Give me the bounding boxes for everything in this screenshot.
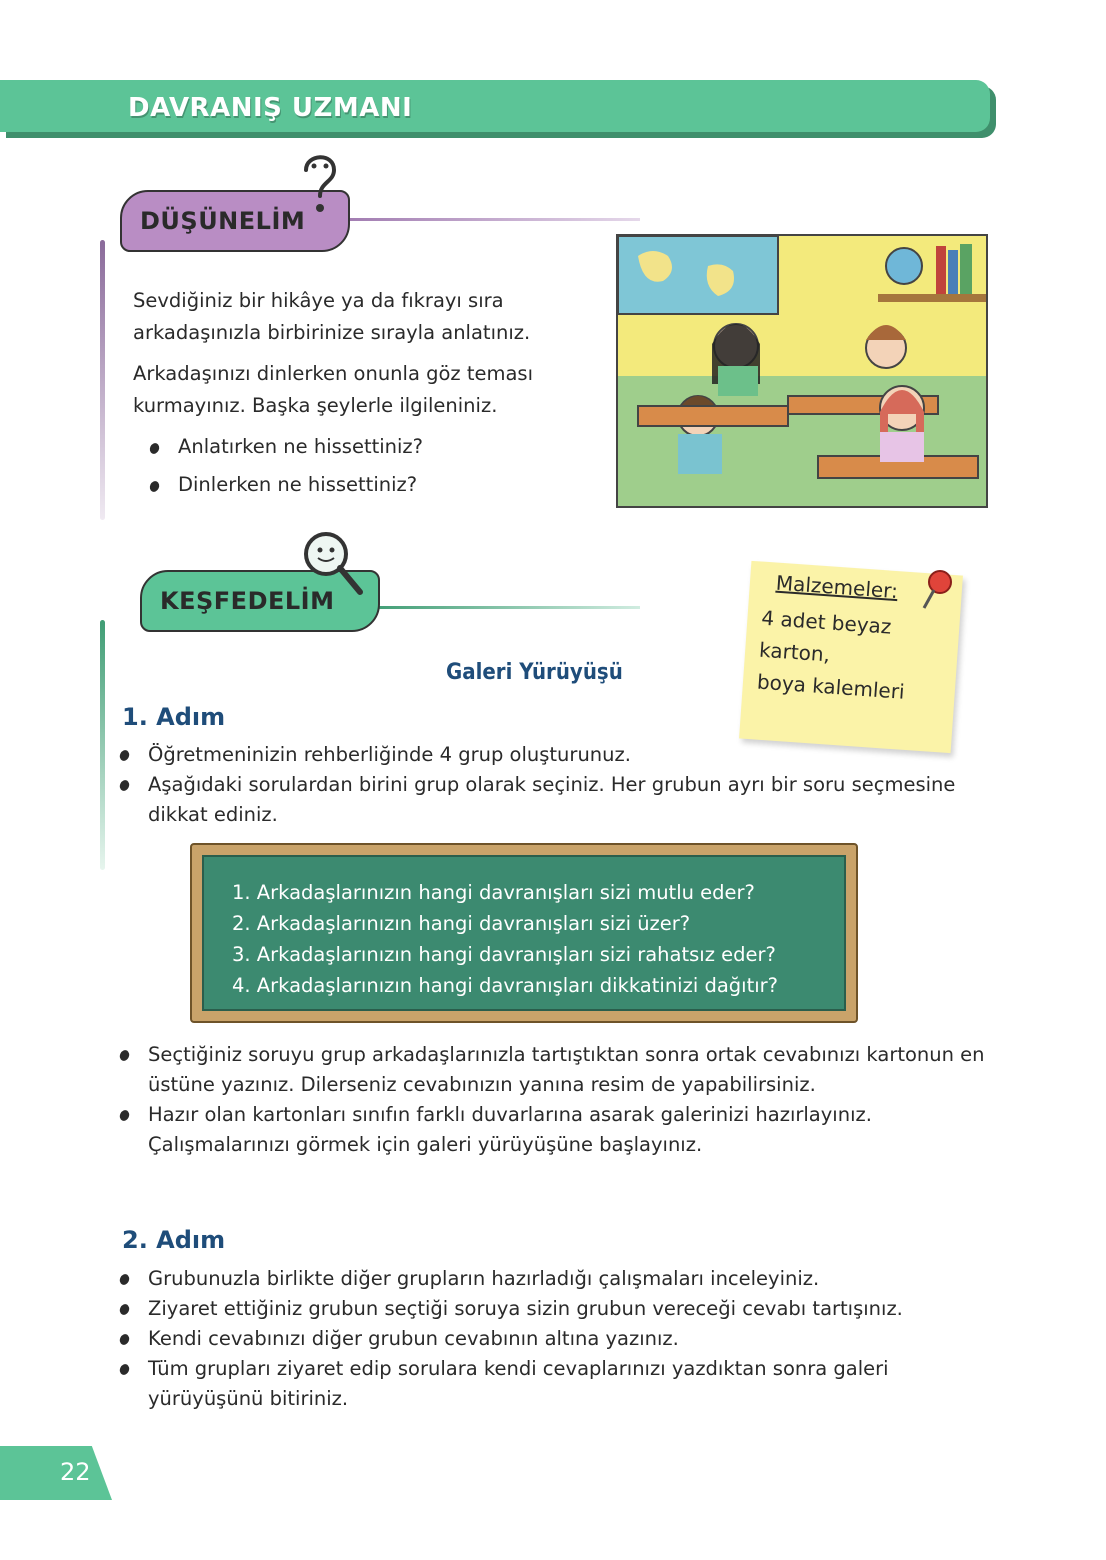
think-badge-label: DÜŞÜNELİM — [140, 207, 306, 235]
step-2-list — [120, 1264, 1005, 1414]
list-item: Tüm grupları ziyaret edip sorulara kendi cevaplarınızı yazdıktan sonra galeri yürüyüşünü bitiriniz. — [120, 1354, 1005, 1414]
section-rule — [370, 606, 640, 609]
page-number: 22 — [60, 1458, 91, 1486]
question-mark-icon — [296, 148, 342, 218]
materials-title: Malzemeler: — [775, 570, 899, 604]
list-item: Hazır olan kartonları sınıfın farklı duvarlarına asarak galerinizi hazırlayınız. Çalışmalarınızı görmek için galeri yürüyüşüne başlayınız. — [120, 1100, 1005, 1160]
list-item: 3. Arkadaşlarınızın hangi davranışları sizi rahatsız eder? — [232, 943, 776, 966]
intro-paragraph-1: Sevdiğiniz bir hikâye ya da fıkrayı sıra arkadaşınızla birbirinize sırayla anlatınız. — [133, 289, 531, 344]
materials-line: 4 adet beyaz — [760, 605, 893, 639]
materials-line: karton, — [758, 637, 831, 667]
intro-paragraph-2: Arkadaşınızı dinlerken onunla göz teması kurmayınız. Başka şeylerle ilgileniniz. — [133, 362, 534, 417]
list-item: Ziyaret ettiğiniz grubun seçtiği soruya sizin grubun vereceği cevabı tartışınız. — [120, 1294, 1005, 1324]
reflection-questions — [150, 428, 610, 504]
explore-badge-label: KEŞFEDELİM — [160, 587, 335, 615]
chalkboard-questions — [232, 877, 778, 1001]
step-2-title: 2. Adım — [122, 1226, 226, 1254]
list-item: Dinlerken ne hissettiniz? — [150, 466, 610, 504]
push-pin-icon — [918, 568, 954, 612]
section-vertical-line — [100, 620, 105, 870]
section-rule — [340, 218, 640, 221]
step-1-title: 1. Adım — [122, 703, 226, 731]
list-item: 4. Arkadaşlarınızın hangi davranışları dikkatinizi dağıtır? — [232, 974, 778, 997]
classroom-illustration — [616, 234, 988, 508]
materials-list — [756, 602, 952, 711]
list-item: 2. Arkadaşlarınızın hangi davranışları sizi üzer? — [232, 912, 691, 935]
list-item: Seçtiğiniz soruyu grup arkadaşlarınızla tartıştıktan sonra ortak cevabınızı kartonun en üstüne yazınız. Dilerseniz cevabınızın yanına resim de yapabilirsiniz. — [120, 1040, 1005, 1100]
activity-title: Galeri Yürüyüşü — [446, 660, 623, 685]
classroom-scene-icon — [618, 236, 986, 506]
list-item: Kendi cevabınızı diğer grubun cevabının altına yazınız. — [120, 1324, 1005, 1354]
step-1-followup-list — [120, 1040, 1005, 1160]
list-item: Öğretmeninizin rehberliğinde 4 grup oluşturunuz. — [120, 740, 1000, 770]
list-item: Aşağıdaki sorulardan birini grup olarak seçiniz. Her grubun ayrı bir soru seçmesine dikkat ediniz. — [120, 770, 1000, 830]
page-number-tab — [0, 1446, 112, 1500]
list-item: 1. Arkadaşlarınızın hangi davranışları sizi mutlu eder? — [232, 881, 755, 904]
magnifier-icon — [300, 528, 364, 598]
chalkboard-surface — [202, 855, 846, 1011]
list-item: Grubunuzla birlikte diğer grupların hazırladığı çalışmaları inceleyiniz. — [120, 1264, 1005, 1294]
chalkboard — [190, 843, 858, 1023]
section-vertical-line — [100, 240, 105, 520]
page-title: DAVRANIŞ UZMANI — [128, 93, 413, 123]
materials-line: boya kalemleri — [756, 669, 906, 704]
list-item: Anlatırken ne hissettiniz? — [150, 428, 610, 466]
step-1-list — [120, 740, 1000, 830]
